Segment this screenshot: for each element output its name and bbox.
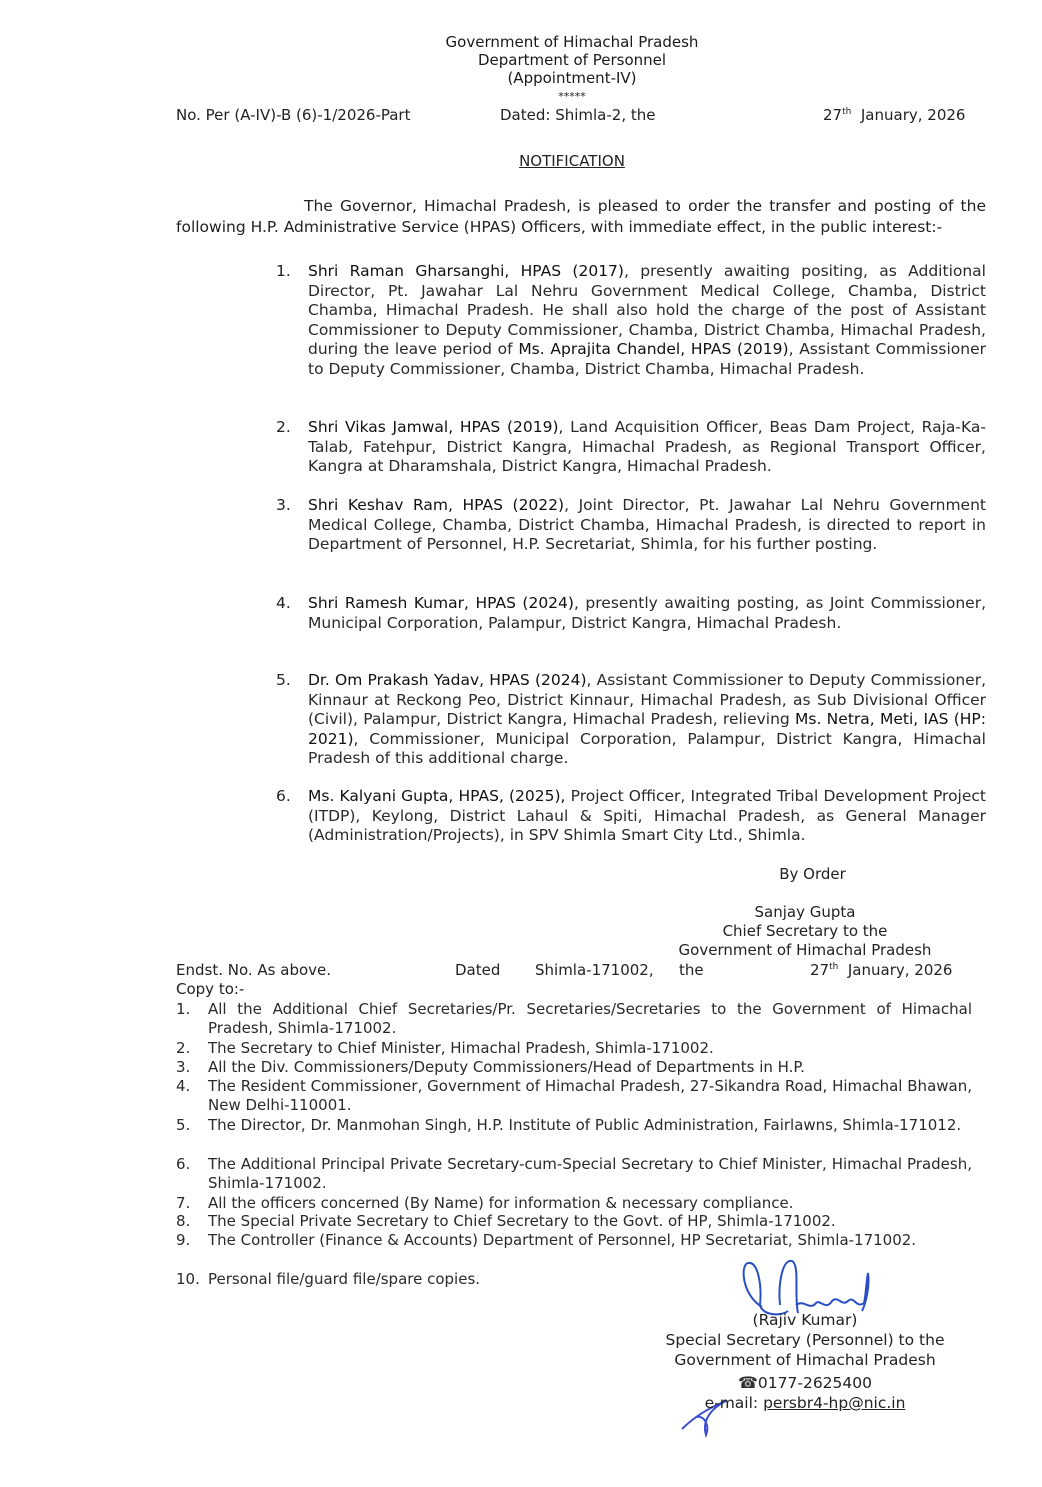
- endorsement-place: Shimla-171002,: [535, 961, 654, 979]
- issuer-phone-row: [640, 1373, 970, 1393]
- endorsement-number: Endst. No. As above.: [176, 961, 332, 979]
- copy-number: 6.: [176, 1155, 191, 1173]
- copy-item: [176, 1000, 972, 1037]
- copy-item: [176, 1231, 972, 1250]
- order-number: 1.: [276, 262, 291, 280]
- reference-dated: Dated: Shimla-2, the: [500, 106, 656, 124]
- signatory-name: Sanjay Gupta: [754, 903, 856, 921]
- copy-number: 1.: [176, 1000, 191, 1018]
- copy-number: 7.: [176, 1194, 191, 1212]
- order-number: 5.: [276, 671, 291, 689]
- reference-row: [176, 106, 976, 126]
- order-text: , Joint Director, Pt. Jawahar Lal Nehru Government Medical College, Chamba, District Chamba, Himachal Pradesh, is directed to report in Department of Personnel, H.P. Secretariat, Shimla, for his further posting.: [308, 496, 986, 553]
- intro-paragraph: [176, 196, 986, 238]
- copy-text: All the officers concerned (By Name) for information & necessary compliance.: [208, 1194, 794, 1212]
- copy-text: All the Additional Chief Secretaries/Pr. Secretaries/Secretaries to the Government of Himachal Pradesh, Shimla-171002.: [208, 1000, 972, 1037]
- reference-date: [823, 106, 965, 124]
- officer-name: Ms. Kalyani Gupta, HPAS, (2025),: [308, 787, 566, 805]
- order-number: 2.: [276, 418, 291, 436]
- copy-item: [176, 1058, 972, 1077]
- copy-number: 9.: [176, 1231, 191, 1249]
- telephone-icon: ☎: [737, 1373, 758, 1392]
- copy-text: The Controller (Finance & Accounts) Department of Personnel, HP Secretariat, Shimla-171002.: [208, 1231, 917, 1249]
- notification-title: NOTIFICATION: [519, 152, 625, 170]
- endorsement-row: [176, 961, 976, 981]
- officer-name-secondary: Ms. Aprajita Chandel, HPAS (2019): [518, 340, 789, 358]
- officer-name-secondary: Ms. Netra, Meti, IAS (HP: 2021): [308, 710, 986, 748]
- order-text: , Land Acquisition Officer, Beas Dam Project, Raja-Ka-Talab, Fatehpur, District Kangra, Himachal Pradesh, as Regional Transport Officer, Kangra at Dharamshala, District Kangra, Himachal Pradesh.: [308, 418, 986, 475]
- signatory-designation: Chief Secretary to the: [722, 922, 888, 940]
- order-text: , Assistant Commissioner to Deputy Commissioner, Kinnaur at Reckong Peo, District Kinnaur, Himachal Pradesh, as Sub Divisional Officer (Civil), Palampur, District Kangra, Himachal Pradesh, relieving: [308, 671, 987, 728]
- copy-item: [176, 1194, 972, 1213]
- copy-to-label: Copy to:-: [176, 980, 245, 998]
- copy-item: [176, 1116, 972, 1135]
- copy-text: The Additional Principal Private Secretary-cum-Special Secretary to Chief Minister, Himachal Pradesh, Shimla-171002.: [208, 1155, 972, 1192]
- issuer-government: Government of Himachal Pradesh: [674, 1351, 936, 1369]
- order-text-continued: , Commissioner, Municipal Corporation, Palampur, District Kangra, Himachal Pradesh of this additional charge.: [308, 729, 986, 767]
- email-label: e-mail:: [704, 1394, 764, 1412]
- reference-number: No. Per (A-IV)-B (6)-1/2026-Part: [176, 106, 411, 124]
- issuer-email-row: [640, 1393, 970, 1413]
- order-text: Project Officer, Integrated Tribal Development Project (ITDP), Keylong, District Lahaul & Spiti, Himachal Pradesh, as General Manager (Administration/Projects), in SPV Shimla Smart City Ltd., Shimla.: [308, 787, 986, 844]
- copy-text: The Director, Dr. Manmohan Singh, H.P. Institute of Public Administration, Fairlawns, Shimla-171012.: [208, 1116, 962, 1134]
- reference-day-suffix: th: [842, 107, 852, 117]
- by-order: By Order: [779, 865, 846, 883]
- order-item: [276, 262, 986, 379]
- order-text: , presently awaiting positing, as Additional Director, Pt. Jawahar Lal Nehru Government Medical College, Chamba, District Chamba, Himachal Pradesh. He shall also hold the charge of the post of Assistant Commissioner to Deputy Commissioner, Chamba, District Chamba, Himachal Pradesh, during the leave period of: [308, 262, 986, 358]
- copy-number: 3.: [176, 1058, 191, 1076]
- issuer-designation: Special Secretary (Personnel) to the: [665, 1331, 945, 1349]
- order-item: [276, 787, 986, 846]
- copy-number: 4.: [176, 1077, 191, 1095]
- email-link[interactable]: persbr4-hp@nic.in: [763, 1394, 906, 1412]
- endorsement-day-suffix: th: [829, 962, 839, 972]
- endorsement-dated: Dated: [455, 961, 501, 979]
- copy-text: The Special Private Secretary to Chief Secretary to the Govt. of HP, Shimla-171002.: [208, 1212, 836, 1230]
- order-item: [276, 418, 986, 477]
- copy-number: 5.: [176, 1116, 191, 1134]
- copy-item: [176, 1155, 972, 1192]
- reference-month-year: January, 2026: [860, 106, 966, 124]
- order-item: [276, 671, 986, 769]
- intro-text: The Governor, Himachal Pradesh, is pleased to order the transfer and posting of the following H.P. Administrative Service (HPAS) Officers, with immediate effect, in the public interest:-: [176, 197, 986, 236]
- copy-text: The Resident Commissioner, Government of Himachal Pradesh, 27-Sikandra Road, Himachal Bhawan, New Delhi-110001.: [208, 1077, 972, 1114]
- order-text: , presently awaiting posting, as Joint Commissioner, Municipal Corporation, Palampur, District Kangra, Himachal Pradesh.: [308, 594, 987, 632]
- endorsement-date: [810, 961, 952, 979]
- officer-name: Shri Vikas Jamwal, HPAS (2019): [308, 418, 559, 436]
- officer-name: Dr. Om Prakash Yadav, HPAS (2024): [308, 671, 587, 689]
- copy-number: 8.: [176, 1212, 191, 1230]
- order-item: [276, 594, 986, 633]
- copy-text: All the Div. Commissioners/Deputy Commissioners/Head of Departments in H.P.: [208, 1058, 805, 1076]
- endorsement-day: 27: [810, 961, 830, 979]
- copy-number: 10.: [176, 1270, 200, 1288]
- copy-item: [176, 1039, 972, 1058]
- officer-name: Shri Raman Gharsanghi, HPAS (2017): [308, 262, 624, 280]
- officer-name: Shri Ramesh Kumar, HPAS (2024): [308, 594, 574, 612]
- officer-name: Shri Keshav Ram, HPAS (2022): [308, 496, 565, 514]
- header-section: (Appointment-IV): [507, 69, 637, 87]
- issuer-name: (Rajiv Kumar): [752, 1311, 858, 1329]
- copy-number: 2.: [176, 1039, 191, 1057]
- endorsement-month-year: January, 2026: [847, 961, 953, 979]
- copy-item: [176, 1077, 972, 1114]
- order-text-continued: , Assistant Commissioner to Deputy Commissioner, Chamba, District Chamba, Himachal Pradesh.: [308, 340, 986, 378]
- order-item: [276, 496, 986, 555]
- header-department: Department of Personnel: [477, 51, 667, 69]
- signatory-government: Government of Himachal Pradesh: [678, 941, 932, 959]
- order-number: 3.: [276, 496, 291, 514]
- copy-item: [176, 1212, 972, 1231]
- copy-text: The Secretary to Chief Minister, Himachal Pradesh, Shimla-171002.: [208, 1039, 714, 1057]
- header-government: Government of Himachal Pradesh: [445, 33, 699, 51]
- order-number: 4.: [276, 594, 291, 612]
- endorsement-the: the: [679, 961, 704, 979]
- header-stars: *****: [558, 90, 586, 103]
- copy-text: Personal file/guard file/spare copies.: [208, 1270, 481, 1288]
- issuer-phone: 0177-2625400: [757, 1374, 872, 1392]
- reference-day: 27: [823, 106, 843, 124]
- order-number: 6.: [276, 787, 291, 805]
